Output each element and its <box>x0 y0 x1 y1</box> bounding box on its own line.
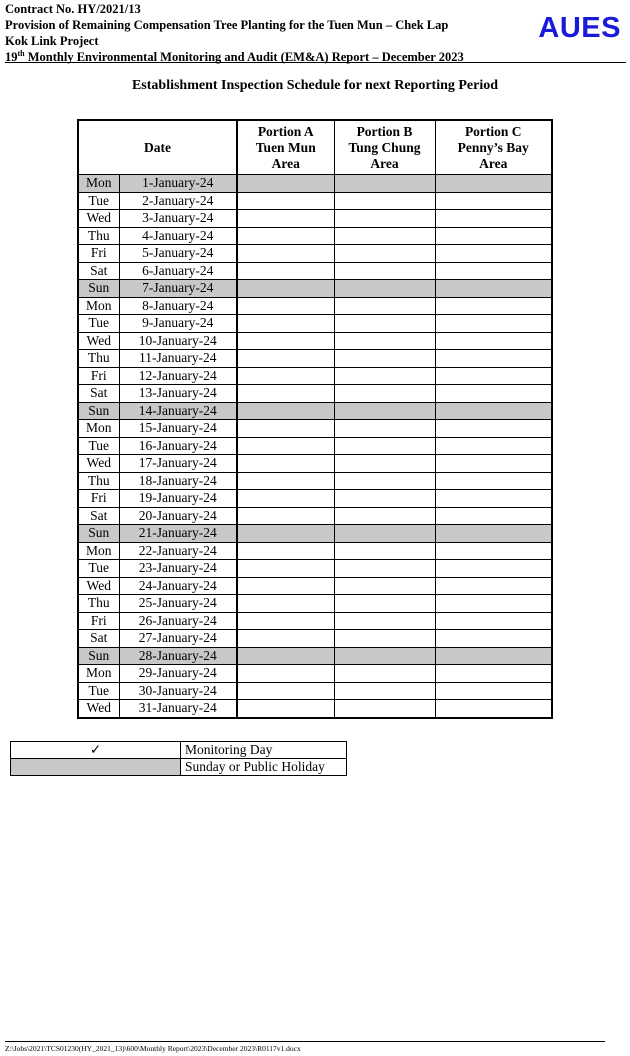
day-cell: Wed <box>78 210 119 228</box>
date-cell: 30-January-24 <box>119 682 237 700</box>
portion-c-cell <box>435 210 552 228</box>
day-cell: Mon <box>78 665 119 683</box>
footer-divider <box>5 1041 605 1042</box>
portion-a-cell <box>237 175 334 193</box>
portion-b-cell <box>334 490 435 508</box>
date-cell: 16-January-24 <box>119 437 237 455</box>
date-cell: 17-January-24 <box>119 455 237 473</box>
date-cell: 29-January-24 <box>119 665 237 683</box>
portion-a-cell <box>237 682 334 700</box>
portion-b-cell <box>334 175 435 193</box>
day-cell: Wed <box>78 577 119 595</box>
date-cell: 5-January-24 <box>119 245 237 263</box>
table-row <box>78 367 552 385</box>
portion-a-cell <box>237 490 334 508</box>
aues-logo: AUES <box>538 12 621 44</box>
day-cell: Sun <box>78 402 119 420</box>
date-cell: 2-January-24 <box>119 192 237 210</box>
portion-b-cell <box>334 192 435 210</box>
page-header <box>5 1 625 65</box>
portion-c-cell <box>435 472 552 490</box>
portion-a-cell <box>237 560 334 578</box>
table-row <box>78 665 552 683</box>
table-row <box>78 542 552 560</box>
day-cell: Sun <box>78 525 119 543</box>
table-row <box>78 595 552 613</box>
table-row <box>78 455 552 473</box>
table-row <box>78 560 552 578</box>
day-cell: Thu <box>78 350 119 368</box>
portion-b-cell <box>334 210 435 228</box>
portion-c-cell <box>435 525 552 543</box>
portion-b-cell <box>334 560 435 578</box>
portion-c-column-header: Portion C Penny’s Bay Area <box>435 120 552 175</box>
table-row <box>78 525 552 543</box>
day-cell: Tue <box>78 315 119 333</box>
date-cell: 15-January-24 <box>119 420 237 438</box>
day-cell: Wed <box>78 455 119 473</box>
date-cell: 18-January-24 <box>119 472 237 490</box>
portion-a-cell <box>237 227 334 245</box>
portion-c-cell <box>435 647 552 665</box>
day-cell: Mon <box>78 420 119 438</box>
date-cell: 24-January-24 <box>119 577 237 595</box>
day-cell: Wed <box>78 700 119 718</box>
portion-b-cell <box>334 367 435 385</box>
table-row <box>78 227 552 245</box>
day-cell: Thu <box>78 472 119 490</box>
portion-c-cell <box>435 455 552 473</box>
report-title: 19th Monthly Environmental Monitoring and Audit (EM&A) Report – December 2023 <box>5 48 464 64</box>
portion-a-cell <box>237 245 334 263</box>
portion-c-cell <box>435 507 552 525</box>
portion-a-cell <box>237 385 334 403</box>
date-cell: 22-January-24 <box>119 542 237 560</box>
portion-b-cell <box>334 245 435 263</box>
date-cell: 21-January-24 <box>119 525 237 543</box>
table-row <box>78 577 552 595</box>
portion-a-cell <box>237 350 334 368</box>
table-row <box>78 262 552 280</box>
date-cell: 28-January-24 <box>119 647 237 665</box>
table-row <box>78 297 552 315</box>
day-cell: Thu <box>78 595 119 613</box>
portion-b-cell <box>334 595 435 613</box>
portion-a-cell <box>237 192 334 210</box>
portion-b-cell <box>334 315 435 333</box>
table-row <box>78 437 552 455</box>
day-cell: Fri <box>78 367 119 385</box>
portion-a-cell <box>237 455 334 473</box>
table-row <box>78 385 552 403</box>
portion-a-cell <box>237 437 334 455</box>
portion-b-cell <box>334 420 435 438</box>
table-row <box>78 245 552 263</box>
portion-a-cell <box>237 332 334 350</box>
portion-c-cell <box>435 245 552 263</box>
footer-file-path: Z:\Jobs\2021\TCS01230(HY_2021_13)\600\Monthly Report\2023\December 2023\R0117v1.docx <box>5 1044 301 1053</box>
portion-a-cell <box>237 647 334 665</box>
date-cell: 8-January-24 <box>119 297 237 315</box>
portion-a-cell <box>237 210 334 228</box>
day-cell: Wed <box>78 332 119 350</box>
contract-number: Contract No. HY/2021/13 <box>5 2 141 16</box>
date-cell: 27-January-24 <box>119 630 237 648</box>
portion-a-cell <box>237 577 334 595</box>
portion-c-cell <box>435 595 552 613</box>
date-cell: 7-January-24 <box>119 280 237 298</box>
portion-c-cell <box>435 700 552 718</box>
date-cell: 14-January-24 <box>119 402 237 420</box>
portion-a-cell <box>237 472 334 490</box>
portion-c-cell <box>435 665 552 683</box>
table-row <box>78 175 552 193</box>
portion-c-cell <box>435 315 552 333</box>
day-cell: Thu <box>78 227 119 245</box>
monitoring-day-symbol: ✓ <box>11 742 181 759</box>
portion-c-cell <box>435 560 552 578</box>
portion-c-cell <box>435 280 552 298</box>
day-cell: Mon <box>78 175 119 193</box>
day-cell: Sat <box>78 507 119 525</box>
table-row <box>78 490 552 508</box>
date-cell: 25-January-24 <box>119 595 237 613</box>
portion-a-cell <box>237 367 334 385</box>
holiday-swatch <box>11 759 181 776</box>
portion-b-cell <box>334 385 435 403</box>
table-row <box>78 332 552 350</box>
portion-b-cell <box>334 262 435 280</box>
portion-c-cell <box>435 367 552 385</box>
portion-b-cell <box>334 525 435 543</box>
portion-b-cell <box>334 630 435 648</box>
portion-a-cell <box>237 507 334 525</box>
date-cell: 19-January-24 <box>119 490 237 508</box>
table-row <box>78 402 552 420</box>
portion-b-cell <box>334 700 435 718</box>
day-cell: Fri <box>78 490 119 508</box>
table-row <box>78 192 552 210</box>
portion-a-cell <box>237 595 334 613</box>
legend-row-monitoring <box>11 742 347 759</box>
portion-b-cell <box>334 437 435 455</box>
day-cell: Mon <box>78 542 119 560</box>
portion-b-cell <box>334 612 435 630</box>
portion-b-cell <box>334 542 435 560</box>
portion-b-cell <box>334 227 435 245</box>
table-row <box>78 507 552 525</box>
portion-b-cell <box>334 280 435 298</box>
portion-a-column-header: Portion A Tuen Mun Area <box>237 120 334 175</box>
portion-c-cell <box>435 402 552 420</box>
date-column-header: Date <box>78 120 237 175</box>
portion-b-cell <box>334 577 435 595</box>
legend-table <box>10 741 347 776</box>
portion-a-cell <box>237 525 334 543</box>
table-row <box>78 700 552 718</box>
portion-c-cell <box>435 682 552 700</box>
day-cell: Fri <box>78 612 119 630</box>
portion-a-cell <box>237 700 334 718</box>
table-row <box>78 630 552 648</box>
portion-b-cell <box>334 455 435 473</box>
date-cell: 20-January-24 <box>119 507 237 525</box>
portion-a-cell <box>237 630 334 648</box>
portion-b-cell <box>334 682 435 700</box>
date-cell: 1-January-24 <box>119 175 237 193</box>
day-cell: Sat <box>78 630 119 648</box>
date-cell: 10-January-24 <box>119 332 237 350</box>
table-row <box>78 647 552 665</box>
date-cell: 23-January-24 <box>119 560 237 578</box>
portion-c-cell <box>435 577 552 595</box>
page-title: Establishment Inspection Schedule for next Reporting Period <box>131 78 499 93</box>
portion-c-cell <box>435 630 552 648</box>
day-cell: Tue <box>78 560 119 578</box>
legend-row-holiday <box>11 759 347 776</box>
table-row <box>78 350 552 368</box>
day-cell: Mon <box>78 297 119 315</box>
date-cell: 11-January-24 <box>119 350 237 368</box>
holiday-label: Sunday or Public Holiday <box>181 759 347 776</box>
date-cell: 6-January-24 <box>119 262 237 280</box>
portion-a-cell <box>237 280 334 298</box>
portion-b-cell <box>334 472 435 490</box>
monitoring-day-label: Monitoring Day <box>181 742 347 759</box>
portion-c-cell <box>435 542 552 560</box>
day-cell: Tue <box>78 682 119 700</box>
portion-b-cell <box>334 507 435 525</box>
table-row <box>78 210 552 228</box>
portion-a-cell <box>237 542 334 560</box>
portion-c-cell <box>435 350 552 368</box>
table-row <box>78 472 552 490</box>
portion-a-cell <box>237 402 334 420</box>
portion-c-cell <box>435 332 552 350</box>
day-cell: Tue <box>78 192 119 210</box>
portion-c-cell <box>435 175 552 193</box>
header-divider <box>5 62 626 63</box>
portion-c-cell <box>435 297 552 315</box>
date-cell: 13-January-24 <box>119 385 237 403</box>
day-cell: Sun <box>78 647 119 665</box>
date-cell: 26-January-24 <box>119 612 237 630</box>
date-cell: 12-January-24 <box>119 367 237 385</box>
table-row <box>78 420 552 438</box>
date-cell: 4-January-24 <box>119 227 237 245</box>
table-row <box>78 612 552 630</box>
portion-b-cell <box>334 665 435 683</box>
table-row <box>78 682 552 700</box>
portion-a-cell <box>237 315 334 333</box>
portion-c-cell <box>435 612 552 630</box>
portion-a-cell <box>237 665 334 683</box>
date-cell: 3-January-24 <box>119 210 237 228</box>
project-title-line1: Provision of Remaining Compensation Tree Planting for the Tuen Mun – Chek Lap <box>5 18 449 32</box>
day-cell: Sat <box>78 262 119 280</box>
portion-b-cell <box>334 402 435 420</box>
portion-c-cell <box>435 437 552 455</box>
portion-c-cell <box>435 385 552 403</box>
portion-b-cell <box>334 647 435 665</box>
day-cell: Sun <box>78 280 119 298</box>
portion-a-cell <box>237 612 334 630</box>
inspection-schedule-table <box>77 119 553 719</box>
portion-b-cell <box>334 332 435 350</box>
portion-c-cell <box>435 420 552 438</box>
portion-b-column-header: Portion B Tung Chung Area <box>334 120 435 175</box>
day-cell: Tue <box>78 437 119 455</box>
portion-b-cell <box>334 350 435 368</box>
portion-a-cell <box>237 420 334 438</box>
portion-c-cell <box>435 490 552 508</box>
portion-a-cell <box>237 262 334 280</box>
portion-c-cell <box>435 192 552 210</box>
date-cell: 31-January-24 <box>119 700 237 718</box>
day-cell: Sat <box>78 385 119 403</box>
portion-a-cell <box>237 297 334 315</box>
table-row <box>78 315 552 333</box>
date-cell: 9-January-24 <box>119 315 237 333</box>
day-cell: Fri <box>78 245 119 263</box>
table-header-row <box>78 120 552 175</box>
portion-c-cell <box>435 227 552 245</box>
table-row <box>78 280 552 298</box>
portion-c-cell <box>435 262 552 280</box>
project-title-line2: Kok Link Project <box>5 34 99 48</box>
portion-b-cell <box>334 297 435 315</box>
